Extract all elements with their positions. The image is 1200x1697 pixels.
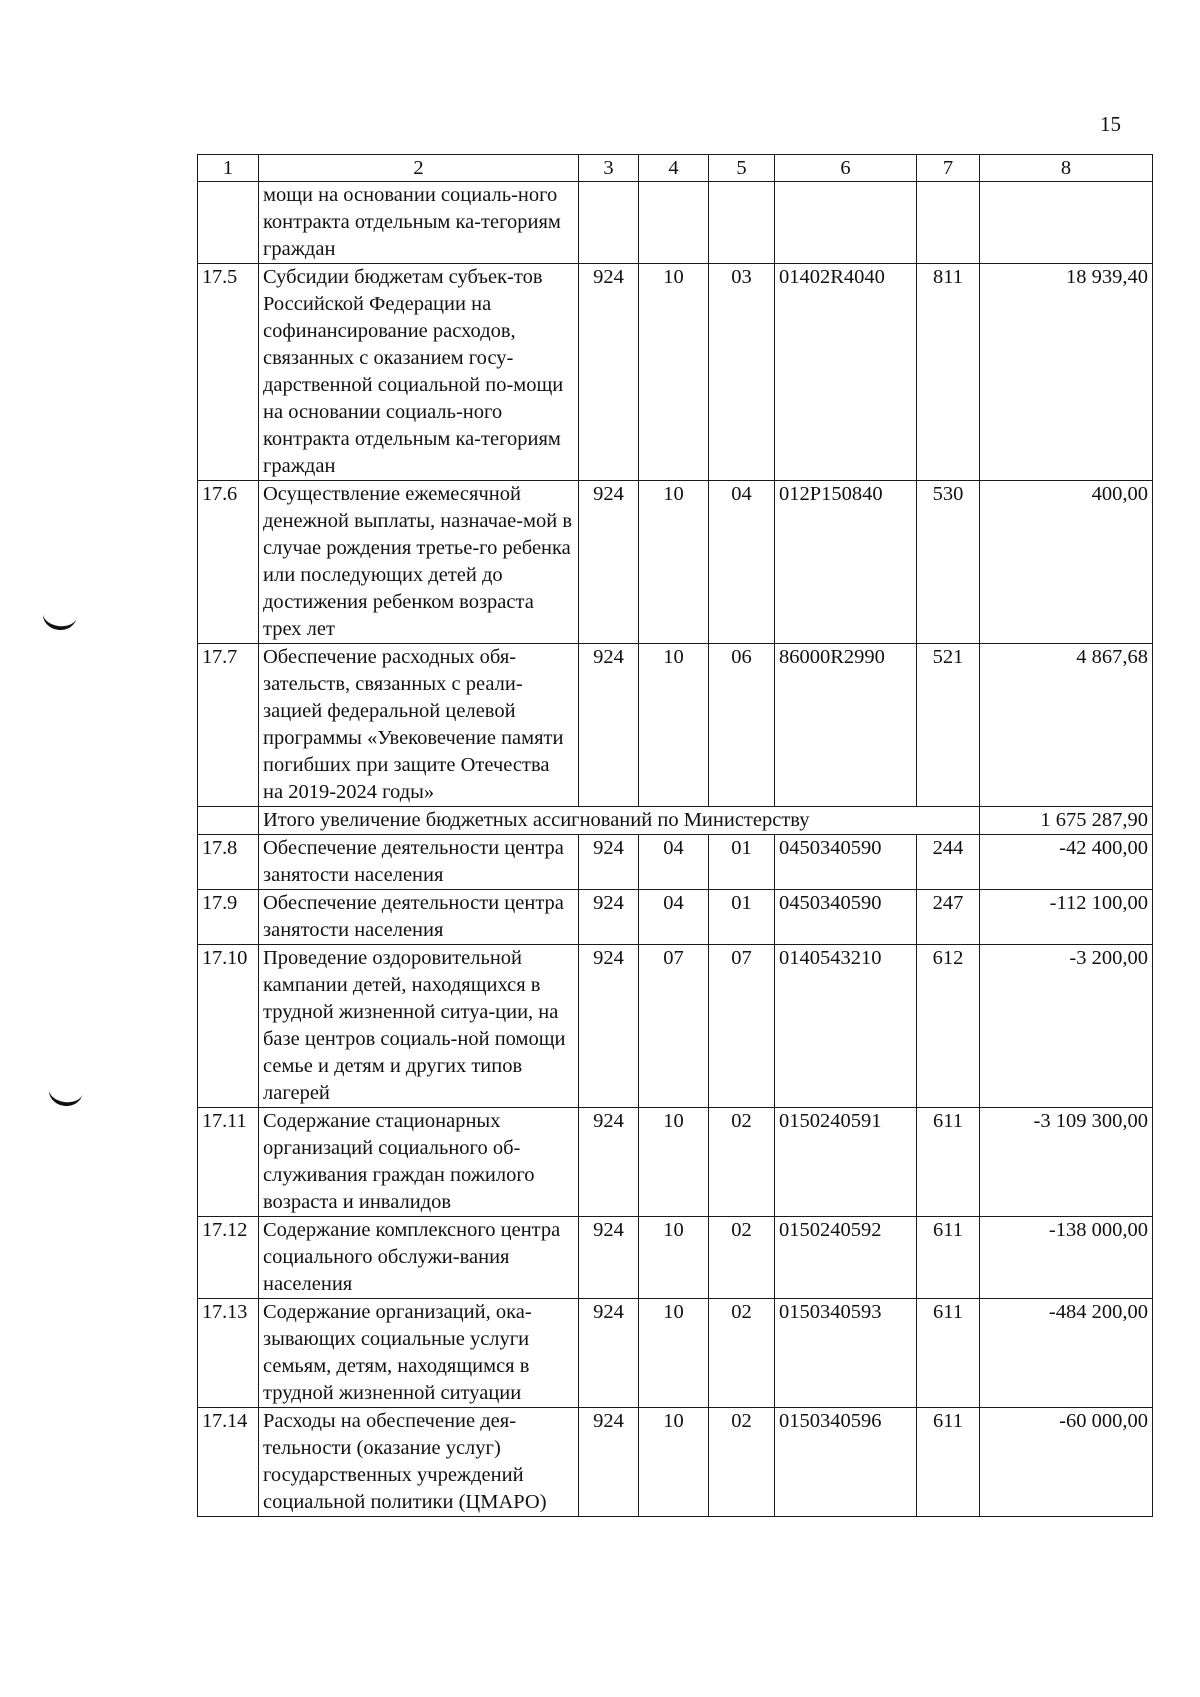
- amount: -60 000,00: [980, 1408, 1153, 1517]
- row-description: Субсидии бюджетам субъек-тов Российской Федерации на софинансирование расходов, связанных с оказанием госу-дарственной социальной по-мощи на основании социаль-ного контракта отдельным ка-тегориям граждан: [259, 264, 579, 481]
- column-header: 8: [980, 155, 1153, 182]
- row-number: 17.6: [198, 481, 259, 644]
- table-row: [198, 1108, 1153, 1217]
- section-code: 10: [639, 264, 709, 481]
- total-label: Итого увеличение бюджетных ассигнований по Министерству: [259, 807, 980, 835]
- column-header: 3: [579, 155, 639, 182]
- table-row: [198, 481, 1153, 644]
- ministry-code: 924: [579, 481, 639, 644]
- total-amount: 1 675 287,90: [980, 807, 1153, 835]
- section-code: 10: [639, 481, 709, 644]
- empty-cell: [709, 182, 775, 264]
- amount: -138 000,00: [980, 1217, 1153, 1299]
- expense-type-code: 244: [917, 835, 980, 890]
- subsection-code: 04: [709, 481, 775, 644]
- row-number: 17.9: [198, 890, 259, 945]
- subsection-code: 02: [709, 1408, 775, 1517]
- subsection-code: 06: [709, 644, 775, 807]
- subsection-code: 02: [709, 1299, 775, 1408]
- expense-type-code: 611: [917, 1217, 980, 1299]
- amount: -42 400,00: [980, 835, 1153, 890]
- row-description: Осуществление ежемесячной денежной выплаты, назначае-мой в случае рождения третье-го ребенка или последующих детей до достижения ребенком возраста трех лет: [259, 481, 579, 644]
- total-row: [198, 807, 1153, 835]
- table-row: [198, 835, 1153, 890]
- scan-artifact-mark: [41, 610, 77, 633]
- ministry-code: 924: [579, 644, 639, 807]
- column-header: 1: [198, 155, 259, 182]
- column-header: 2: [259, 155, 579, 182]
- table-row: [198, 1408, 1153, 1517]
- target-article-code: 0150340596: [775, 1408, 917, 1517]
- empty-cell: [980, 182, 1153, 264]
- section-code: 10: [639, 1299, 709, 1408]
- table-row: [198, 264, 1153, 481]
- amount: -3 200,00: [980, 945, 1153, 1108]
- target-article-code: 86000R2990: [775, 644, 917, 807]
- column-header: 7: [917, 155, 980, 182]
- ministry-code: 924: [579, 945, 639, 1108]
- ministry-code: 924: [579, 835, 639, 890]
- subsection-code: 03: [709, 264, 775, 481]
- page-number: 15: [1100, 112, 1121, 136]
- table-row: [198, 644, 1153, 807]
- header-row: [198, 155, 1153, 182]
- table-header: [198, 155, 1153, 182]
- expense-type-code: 611: [917, 1299, 980, 1408]
- row-description: Содержание организаций, ока-зывающих социальные услуги семьям, детям, находящимся в трудной жизненной ситуации: [259, 1299, 579, 1408]
- section-code: 04: [639, 835, 709, 890]
- amount: -484 200,00: [980, 1299, 1153, 1408]
- target-article-code: 0140543210: [775, 945, 917, 1108]
- subsection-code: 02: [709, 1217, 775, 1299]
- subsection-code: 07: [709, 945, 775, 1108]
- row-description: Обеспечение расходных обя-зательств, связанных с реали-зацией федеральной целевой программы «Увековечение памяти погибших при защите Отечества на 2019-2024 годы»: [259, 644, 579, 807]
- table-row: [198, 1299, 1153, 1408]
- subsection-code: 01: [709, 890, 775, 945]
- amount: 18 939,40: [980, 264, 1153, 481]
- empty-cell: [917, 182, 980, 264]
- empty-cell: [198, 807, 259, 835]
- section-code: 10: [639, 1408, 709, 1517]
- ministry-code: 924: [579, 890, 639, 945]
- subsection-code: 02: [709, 1108, 775, 1217]
- expense-type-code: 811: [917, 264, 980, 481]
- empty-cell: [639, 182, 709, 264]
- row-number: 17.10: [198, 945, 259, 1108]
- row-description: Расходы на обеспечение дея-тельности (оказание услуг) государственных учреждений социальной политики (ЦМАРО): [259, 1408, 579, 1517]
- expense-type-code: 612: [917, 945, 980, 1108]
- target-article-code: 0450340590: [775, 835, 917, 890]
- row-number: 17.7: [198, 644, 259, 807]
- ministry-code: 924: [579, 1408, 639, 1517]
- row-number: [198, 182, 259, 264]
- target-article-code: 0150240591: [775, 1108, 917, 1217]
- budget-allocation-table: [197, 154, 1153, 1517]
- section-code: 07: [639, 945, 709, 1108]
- target-article-code: 0150340593: [775, 1299, 917, 1408]
- section-code: 10: [639, 1217, 709, 1299]
- row-number: 17.8: [198, 835, 259, 890]
- row-description: Обеспечение деятельности центра занятости населения: [259, 890, 579, 945]
- ministry-code: 924: [579, 1299, 639, 1408]
- subsection-code: 01: [709, 835, 775, 890]
- row-number: 17.14: [198, 1408, 259, 1517]
- target-article-code: 0150240592: [775, 1217, 917, 1299]
- row-description: Обеспечение деятельности центра занятости населения: [259, 835, 579, 890]
- amount: 4 867,68: [980, 644, 1153, 807]
- ministry-code: 924: [579, 264, 639, 481]
- expense-type-code: 530: [917, 481, 980, 644]
- table-body: [198, 182, 1153, 1517]
- column-header: 4: [639, 155, 709, 182]
- ministry-code: 924: [579, 1108, 639, 1217]
- target-article-code: 0450340590: [775, 890, 917, 945]
- scan-artifact-mark: [47, 1086, 83, 1109]
- section-code: 10: [639, 1108, 709, 1217]
- row-description: мощи на основании социаль-ного контракта отдельным ка-тегориям граждан: [259, 182, 579, 264]
- row-description: Проведение оздоровительной кампании детей, находящихся в трудной жизненной ситуа-ции, на базе центров социаль-ной помощи семье и детям и других типов лагерей: [259, 945, 579, 1108]
- amount: -3 109 300,00: [980, 1108, 1153, 1217]
- empty-cell: [579, 182, 639, 264]
- section-code: 04: [639, 890, 709, 945]
- continuation-row: [198, 182, 1153, 264]
- row-description: Содержание комплексного центра социального обслужи-вания населения: [259, 1217, 579, 1299]
- expense-type-code: 247: [917, 890, 980, 945]
- expense-type-code: 611: [917, 1408, 980, 1517]
- row-number: 17.5: [198, 264, 259, 481]
- table-row: [198, 945, 1153, 1108]
- column-header: 6: [775, 155, 917, 182]
- target-article-code: 012P150840: [775, 481, 917, 644]
- row-description: Содержание стационарных организаций социального об-служивания граждан пожилого возраста и инвалидов: [259, 1108, 579, 1217]
- expense-type-code: 611: [917, 1108, 980, 1217]
- amount: -112 100,00: [980, 890, 1153, 945]
- amount: 400,00: [980, 481, 1153, 644]
- section-code: 10: [639, 644, 709, 807]
- ministry-code: 924: [579, 1217, 639, 1299]
- row-number: 17.12: [198, 1217, 259, 1299]
- expense-type-code: 521: [917, 644, 980, 807]
- table-row: [198, 1217, 1153, 1299]
- row-number: 17.11: [198, 1108, 259, 1217]
- column-header: 5: [709, 155, 775, 182]
- row-number: 17.13: [198, 1299, 259, 1408]
- empty-cell: [775, 182, 917, 264]
- target-article-code: 01402R4040: [775, 264, 917, 481]
- table-row: [198, 890, 1153, 945]
